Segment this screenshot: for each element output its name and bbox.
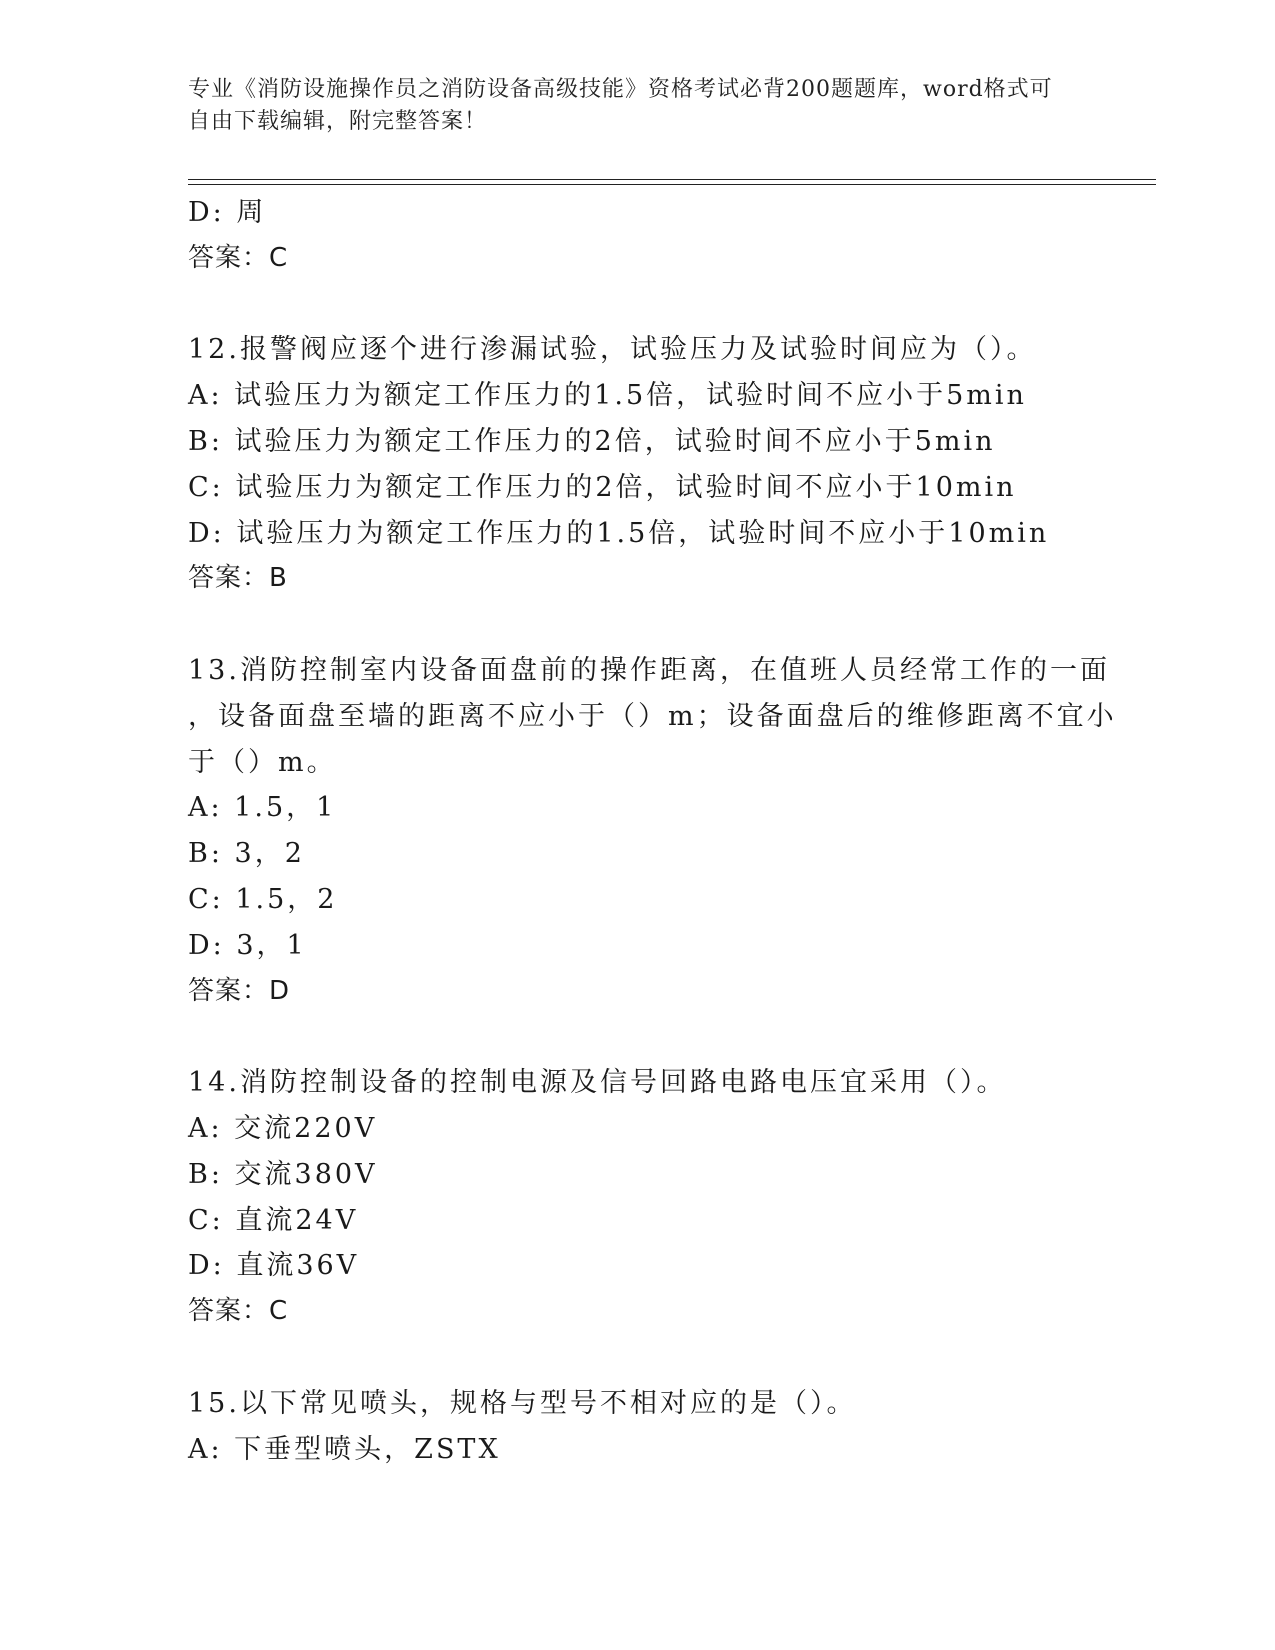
- option-b: B: 试验压力为额定工作压力的2倍，试验时间不应小于5min: [188, 425, 996, 457]
- option-d: D: 3，1: [188, 929, 307, 961]
- answer-line: 答案：B: [188, 563, 288, 594]
- option-a: A: 试验压力为额定工作压力的1.5倍，试验时间不应小于5min: [188, 380, 1027, 412]
- answer-line: 答案：D: [188, 975, 291, 1006]
- question-stem: 12.报警阀应逐个进行渗漏试验，试验压力及试验时间应为（）。: [188, 334, 1037, 366]
- answer-line: 答案：C: [188, 1296, 289, 1327]
- answer-line: 答案：C: [188, 242, 289, 273]
- question-15: [188, 1381, 1088, 1473]
- question-stem-line-3: 于（）m。: [188, 746, 337, 778]
- header-rule-top: [188, 179, 1156, 180]
- option-d: D: 直流36V: [188, 1250, 360, 1282]
- option-a: A: 交流220V: [188, 1112, 378, 1144]
- question-stem: 15.以下常见喷头，规格与型号不相对应的是（）。: [188, 1387, 857, 1419]
- option-a: A: 下垂型喷头，ZSTX: [188, 1433, 501, 1465]
- option-a: A: 1.5，1: [188, 792, 337, 824]
- option-d: D: 试验压力为额定工作压力的1.5倍，试验时间不应小于10min: [188, 517, 1050, 549]
- question-list: [188, 190, 1117, 1472]
- option-c: C: 直流24V: [188, 1204, 359, 1236]
- option-c: C: 1.5，2: [188, 883, 338, 915]
- document-header: 专业《消防设施操作员之消防设备高级技能》资格考试必背200题题库，word格式可自由下载编辑，附完整答案！: [188, 77, 1053, 134]
- question-14: [188, 1060, 1088, 1335]
- option-c: C: 试验压力为额定工作压力的2倍，试验时间不应小于10min: [188, 471, 1017, 503]
- header-rule-bottom: [188, 184, 1156, 185]
- question-stem-line-2: ，设备面盘至墙的距离不应小于（）m；设备面盘后的维修距离不宜小: [188, 700, 1117, 732]
- question-13: [188, 648, 1117, 1014]
- option-b: B: 3，2: [188, 838, 305, 870]
- question-stem-line-1: 13.消防控制室内设备面盘前的操作距离，在值班人员经常工作的一面: [188, 654, 1110, 686]
- question-stem: 14.消防控制设备的控制电源及信号回路电路电压宜采用（）。: [188, 1067, 1007, 1099]
- question-12: [188, 327, 1088, 602]
- option-b: B: 交流380V: [188, 1158, 378, 1190]
- option-d: D: 周: [188, 197, 267, 228]
